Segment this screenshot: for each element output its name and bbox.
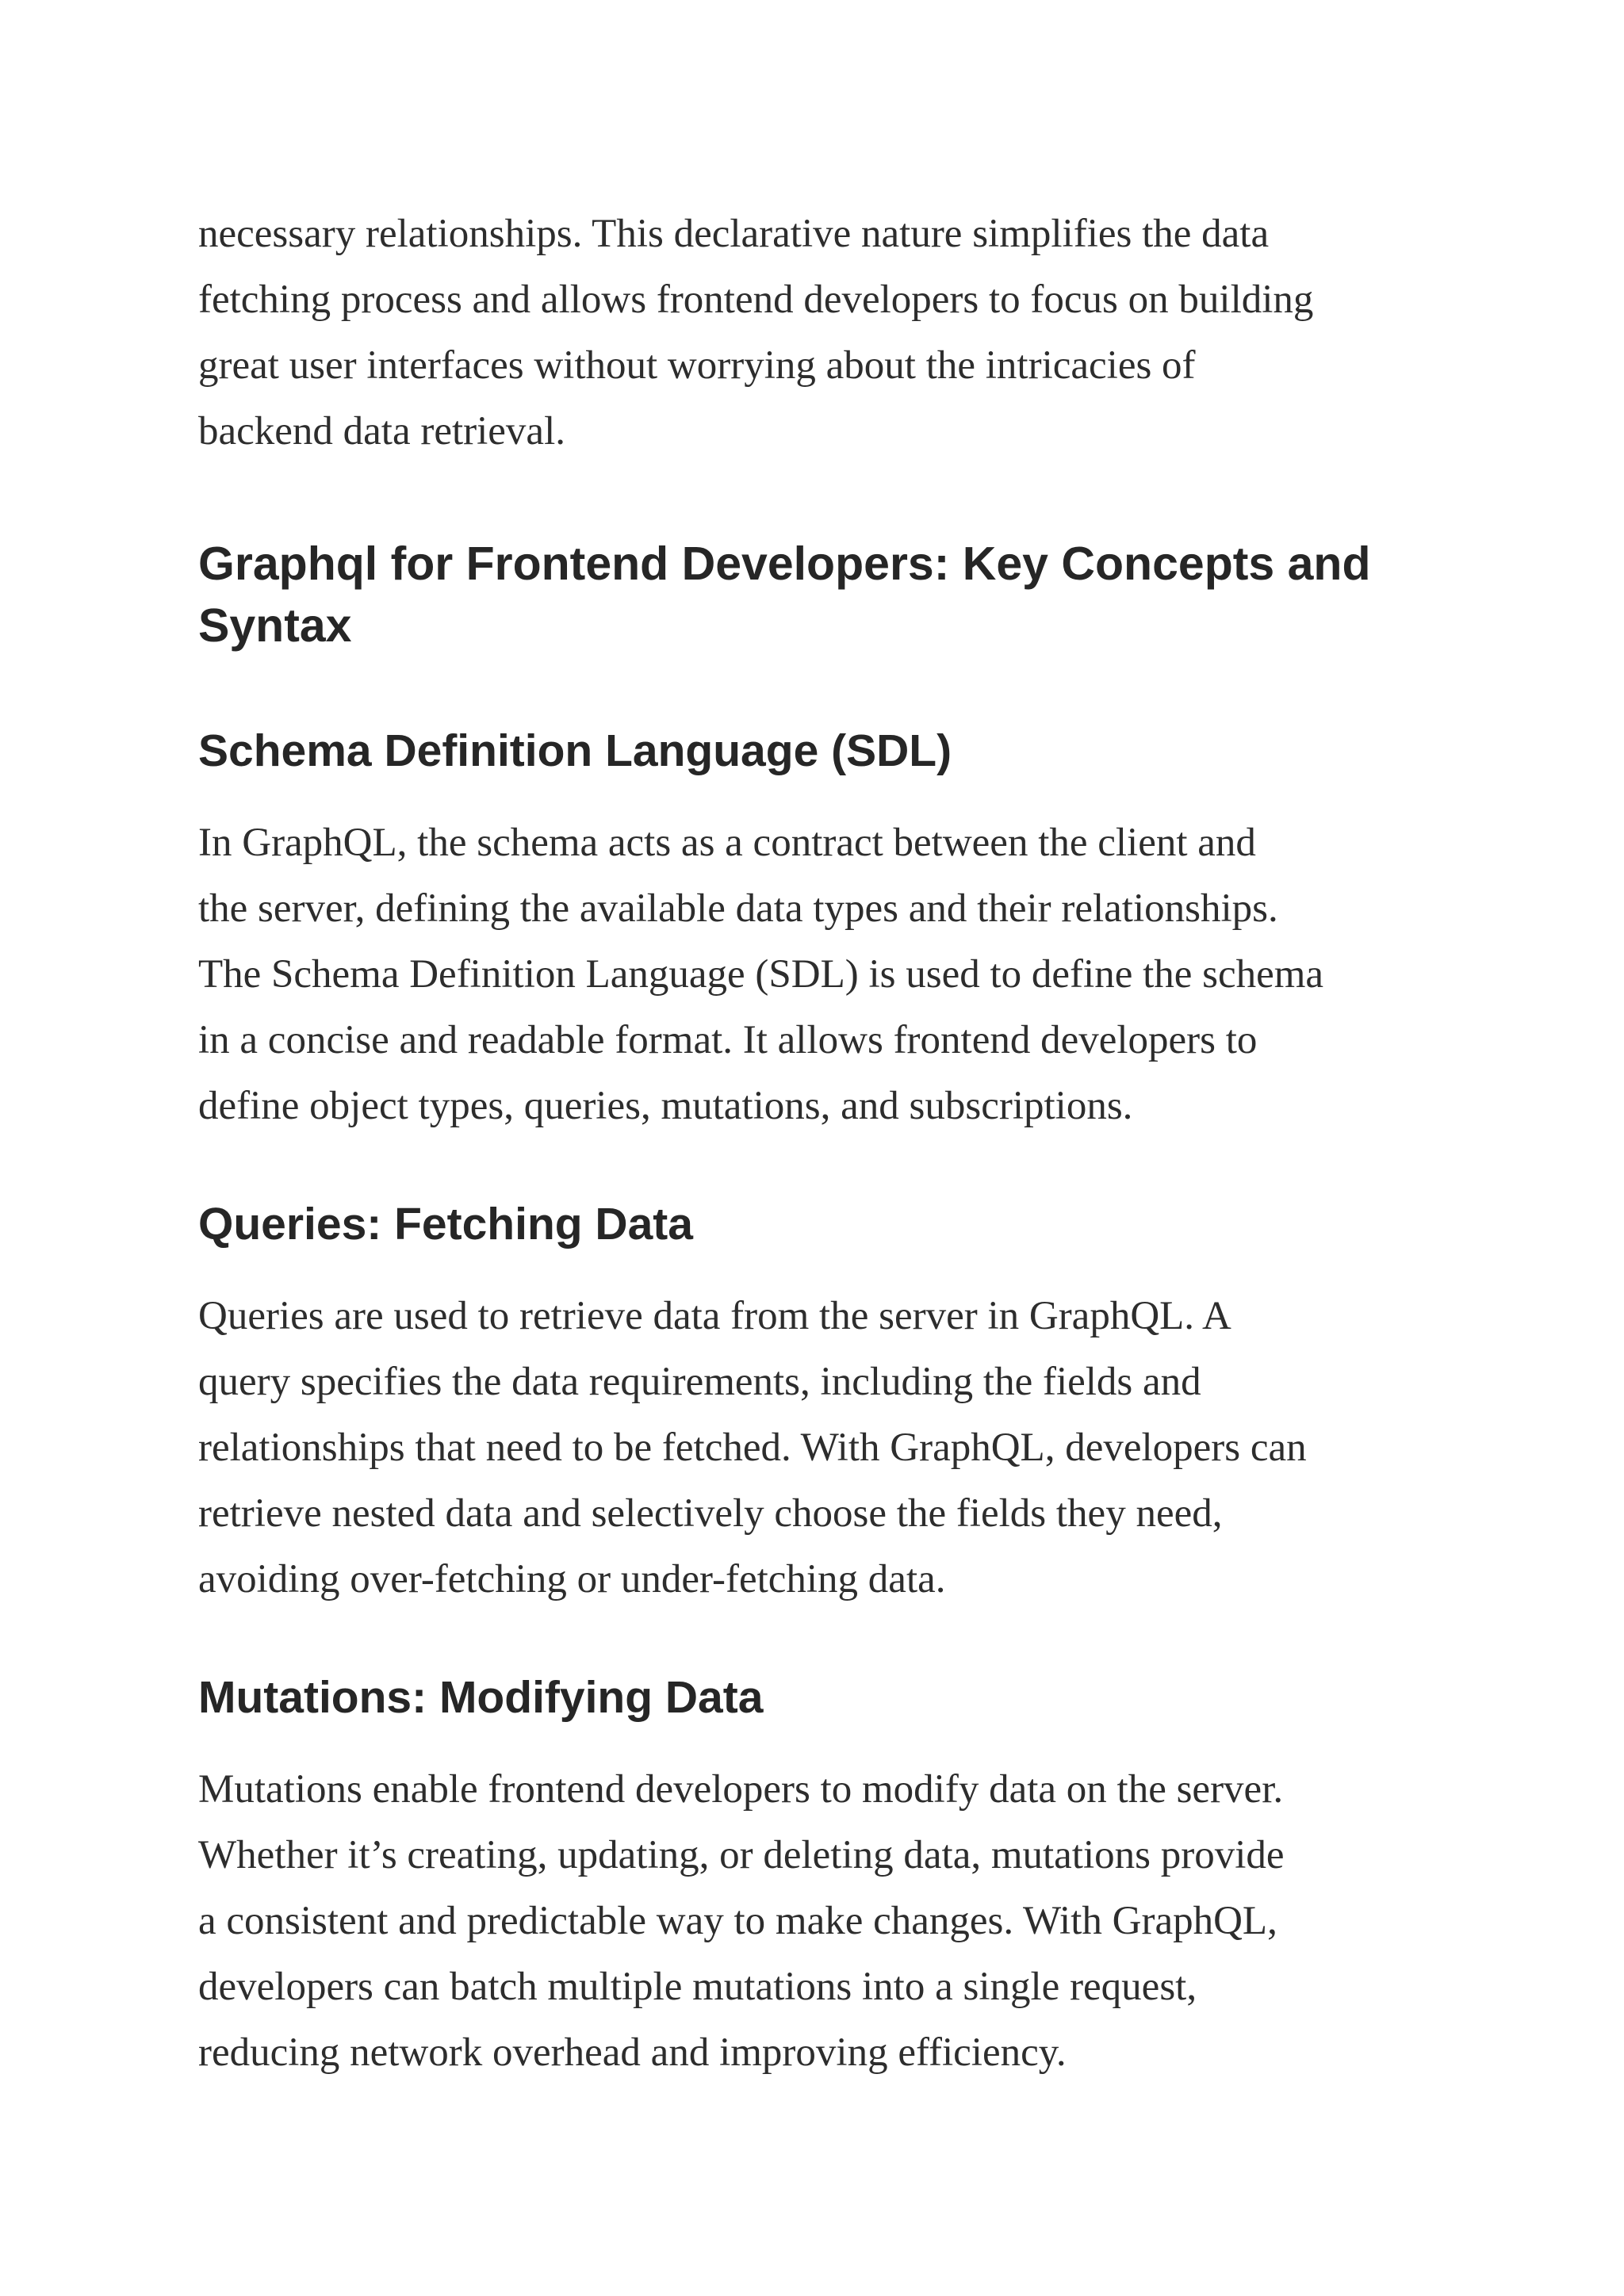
intro-line: backend data retrieval. bbox=[198, 409, 565, 453]
queries-paragraph bbox=[198, 1284, 1467, 1613]
queries-line: avoiding over-fetching or under-fetching data. bbox=[198, 1557, 946, 1601]
queries-line: Queries are used to retrieve data from the server in GraphQL. A bbox=[198, 1294, 1231, 1338]
heading-line: Syntax bbox=[198, 599, 352, 652]
mutations-line: developers can batch multiple mutations into a single request, bbox=[198, 1965, 1197, 2009]
intro-line: fetching process and allows frontend developers to focus on building bbox=[198, 277, 1314, 322]
mutations-line: a consistent and predictable way to make changes. With GraphQL, bbox=[198, 1899, 1277, 1943]
subheading-sdl: Schema Definition Language (SDL) bbox=[198, 725, 952, 776]
mutations-line: Whether it’s creating, updating, or deleting data, mutations provide bbox=[198, 1833, 1285, 1877]
queries-line: retrieve nested data and selectively choose the fields they need, bbox=[198, 1491, 1223, 1536]
section-heading-key-concepts bbox=[198, 533, 1467, 656]
mutations-line: Mutations enable frontend developers to modify data on the server. bbox=[198, 1767, 1284, 1812]
subheading-queries: Queries: Fetching Data bbox=[198, 1199, 693, 1249]
sdl-line: in a concise and readable format. It allows frontend developers to bbox=[198, 1018, 1258, 1062]
intro-line: great user interfaces without worrying about the intricacies of bbox=[198, 343, 1196, 388]
sdl-paragraph bbox=[198, 810, 1467, 1139]
mutations-paragraph bbox=[198, 1757, 1467, 2086]
sdl-line: In GraphQL, the schema acts as a contract between the client and bbox=[198, 821, 1256, 865]
document-page bbox=[198, 201, 1467, 2086]
queries-line: relationships that need to be fetched. With GraphQL, developers can bbox=[198, 1425, 1307, 1470]
sdl-line: The Schema Definition Language (SDL) is used to define the schema bbox=[198, 952, 1324, 997]
intro-paragraph bbox=[198, 201, 1467, 465]
queries-line: query specifies the data requirements, including the fields and bbox=[198, 1360, 1201, 1404]
mutations-line: reducing network overhead and improving efficiency. bbox=[198, 2030, 1067, 2075]
heading-line: Graphql for Frontend Developers: Key Concepts and bbox=[198, 538, 1371, 590]
intro-line: necessary relationships. This declarative nature simplifies the data bbox=[198, 212, 1270, 256]
subheading-mutations: Mutations: Modifying Data bbox=[198, 1672, 764, 1723]
sdl-line: the server, defining the available data types and their relationships. bbox=[198, 886, 1278, 931]
sdl-line: define object types, queries, mutations, and subscriptions. bbox=[198, 1084, 1133, 1128]
